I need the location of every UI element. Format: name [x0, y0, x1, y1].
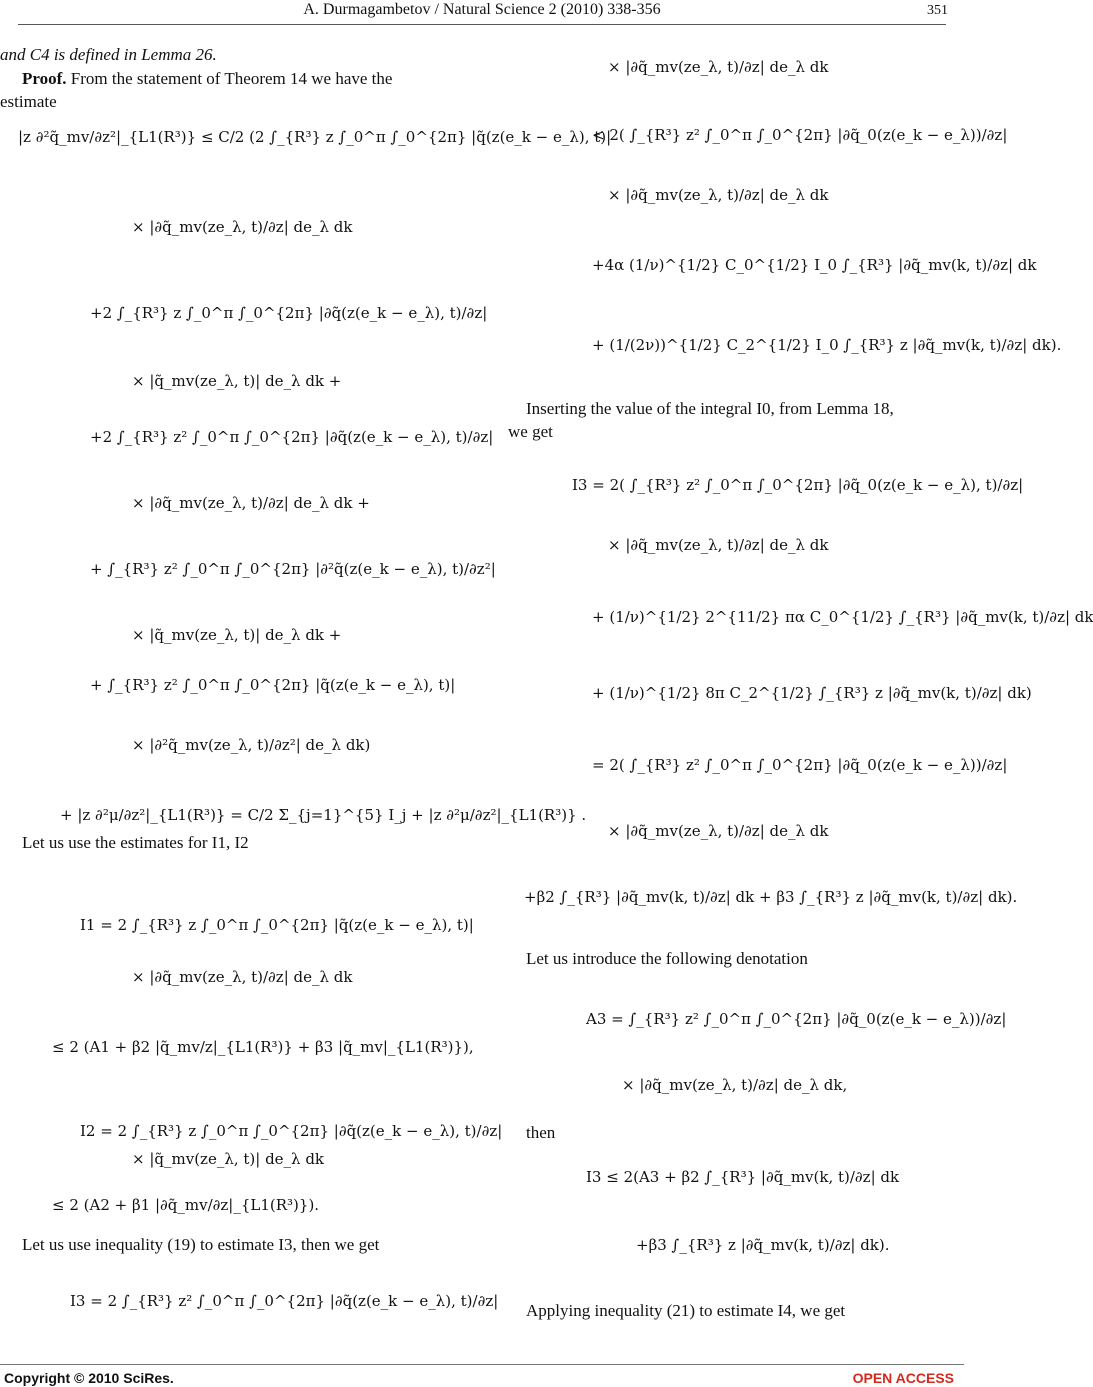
eq1-line-8: × |q̃_mv(ze_λ, t)| de_λ dk + — [132, 626, 342, 644]
copyright-notice: Copyright © 2010 SciRes. — [4, 1370, 174, 1386]
eq2-line-1: I1 = 2 ∫_{R³} z ∫_0^π ∫_0^{2π} |q̃(z(e_k − e_λ), t)| — [80, 916, 474, 934]
eq5-line-1: I3 = 2( ∫_{R³} z² ∫_0^π ∫_0^{2π} |∂q̃_0(z(e_k − e_λ), t)/∂z| — [572, 476, 1024, 494]
eq1-line-1: |z ∂²q̃_mv/∂z²|_{L1(R³)} ≤ C/2 (2 ∫_{R³} z ∫_0^π ∫_0^{2π} |q̃(z(e_k − e_λ), t)| — [18, 128, 612, 146]
eq5-line-7: +β2 ∫_{R³} |∂q̃_mv(k, t)/∂z| dk + β3 ∫_{R³} z |∂q̃_mv(k, t)/∂z| dk). — [524, 888, 1018, 906]
footer-rule — [0, 1364, 964, 1365]
header-rule — [18, 24, 946, 25]
intro-line: and C4 is defined in Lemma 26. — [0, 45, 217, 64]
eq4-line-5: + (1/(2ν))^{1/2} C_2^{1/2} I_0 ∫_{R³} z |∂q̃_mv(k, t)/∂z| dk). — [592, 336, 1062, 354]
eq2-line-3: ≤ 2 (A1 + β2 |q̃_mv/z|_{L1(R³)} + β3 |q̃_mv|_{L1(R³)}), — [52, 1038, 474, 1056]
eq3-line: I3 = 2 ∫_{R³} z² ∫_0^π ∫_0^{2π} |∂q̃(z(e_k − e_λ), t)/∂z| — [70, 1292, 499, 1310]
eq5-line-4: + (1/ν)^{1/2} 8π C_2^{1/2} ∫_{R³} z |∂q̃_mv(k, t)/∂z| dk) — [592, 684, 1032, 702]
eq1-line-5: +2 ∫_{R³} z² ∫_0^π ∫_0^{2π} |∂q̃(z(e_k − e_λ), t)/∂z| — [90, 428, 494, 446]
running-header — [0, 0, 964, 26]
eq5-line-6: × |∂q̃_mv(ze_λ, t)/∂z| de_λ dk — [608, 822, 829, 840]
proof-text-1: From the statement of Theorem 14 we have the — [66, 69, 393, 88]
then-text: then — [526, 1123, 556, 1142]
eq7-line-1: I3 ≤ 2(A3 + β2 ∫_{R³} |∂q̃_mv(k, t)/∂z| dk — [586, 1168, 900, 1186]
eq1-line-6: × |∂q̃_mv(ze_λ, t)/∂z| de_λ dk + — [132, 494, 370, 512]
page-footer — [0, 1364, 964, 1387]
eq1-line-10: × |∂²q̃_mv(ze_λ, t)/∂z²| de_λ dk) — [132, 736, 371, 754]
eq7-line-2: +β3 ∫_{R³} z |∂q̃_mv(k, t)/∂z| dk). — [636, 1236, 890, 1254]
eq4-line-2: < 2( ∫_{R³} z² ∫_0^π ∫_0^{2π} |∂q̃_0(z(e_k − e_λ))/∂z| — [592, 126, 1008, 144]
eq2-line-2: × |∂q̃_mv(ze_λ, t)/∂z| de_λ dk — [132, 968, 353, 986]
proof-label: Proof. — [22, 69, 67, 88]
eq5-line-2: × |∂q̃_mv(ze_λ, t)/∂z| de_λ dk — [608, 536, 829, 554]
eq1-line-4: × |q̃_mv(ze_λ, t)| de_λ dk + — [132, 372, 342, 390]
eq1-line-3: +2 ∫_{R³} z ∫_0^π ∫_0^{2π} |∂q̃(z(e_k − e_λ), t)/∂z| — [90, 304, 488, 322]
eq2-line-6: ≤ 2 (A2 + β1 |∂q̃_mv/∂z|_{L1(R³)}). — [52, 1196, 320, 1214]
eq5-line-3: + (1/ν)^{1/2} 2^{11/2} πα C_0^{1/2} ∫_{R³} |∂q̃_mv(k, t)/∂z| dk — [592, 608, 1093, 626]
eq2-line-4: I2 = 2 ∫_{R³} z ∫_0^π ∫_0^{2π} |∂q̃(z(e_k − e_λ), t)/∂z| — [80, 1122, 503, 1140]
running-title: A. Durmagambetov / Natural Science 2 (2010) 338-356 — [303, 1, 661, 18]
eq2-line-5: × |q̃_mv(ze_λ, t)| de_λ dk — [132, 1150, 325, 1168]
eq1-line-11: + |z ∂²μ/∂z²|_{L1(R³)} = C/2 Σ_{j=1}^{5} I_j + |z ∂²μ/∂z²|_{L1(R³)} . — [60, 806, 587, 824]
para4-line-1: Inserting the value of the integral I0, from Lemma 18, — [526, 399, 894, 418]
eq4-line-4: +4α (1/ν)^{1/2} C_0^{1/2} I_0 ∫_{R³} |∂q̃_mv(k, t)/∂z| dk — [592, 256, 1037, 274]
para5: Let us introduce the following denotation — [526, 949, 808, 968]
open-access-label: OPEN ACCESS — [852, 1370, 954, 1386]
eq6-line-2: × |∂q̃_mv(ze_λ, t)/∂z| de_λ dk, — [622, 1076, 848, 1094]
eq5-line-5: = 2( ∫_{R³} z² ∫_0^π ∫_0^{2π} |∂q̃_0(z(e_k − e_λ))/∂z| — [592, 756, 1008, 774]
eq1-line-7: + ∫_{R³} z² ∫_0^π ∫_0^{2π} |∂²q̃(z(e_k − e_λ), t)/∂z²| — [90, 560, 496, 578]
para3: Let us use inequality (19) to estimate I3, then we get — [22, 1235, 380, 1254]
proof-paragraph — [22, 68, 392, 90]
eq1-line-2: × |∂q̃_mv(ze_λ, t)/∂z| de_λ dk — [132, 218, 353, 236]
eq6-line-1: A3 = ∫_{R³} z² ∫_0^π ∫_0^{2π} |∂q̃_0(z(e_k − e_λ))/∂z| — [586, 1010, 1007, 1028]
para6: Applying inequality (21) to estimate I4, we get — [526, 1301, 846, 1320]
eq4-line-3: × |∂q̃_mv(ze_λ, t)/∂z| de_λ dk — [608, 186, 829, 204]
proof-text-2: estimate — [0, 92, 57, 111]
para4-line-2: we get — [508, 422, 553, 441]
para2: Let us use the estimates for I1, I2 — [22, 833, 249, 852]
eq4-line-1: × |∂q̃_mv(ze_λ, t)/∂z| de_λ dk — [608, 58, 829, 76]
eq1-line-9: + ∫_{R³} z² ∫_0^π ∫_0^{2π} |q̃(z(e_k − e_λ), t)| — [90, 676, 456, 694]
page-number: 351 — [927, 3, 948, 18]
